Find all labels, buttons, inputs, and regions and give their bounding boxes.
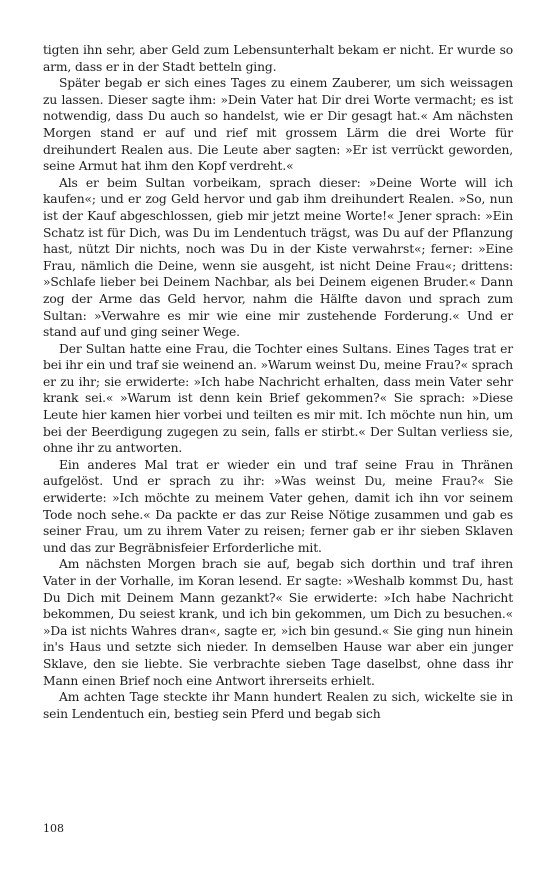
page-number: 108 — [43, 822, 64, 835]
paragraph-6: Am nächsten Morgen brach sie auf, begab sich dorthin und traf ihren Vater in der Vorhalle, im Koran lesend. Er sagte: »Weshalb kommst Du, hast Du Dich mit Deinem Mann gezankt?« Sie erwiderte: »Ich habe Nachricht bekommen, Du seiest krank, und ich bin gekommen, um Dich zu besuchen.« »Da ist nichts Wahres dran«, sagte er, »ich bin gesund.« Sie ging nun hinein in's Haus und setzte sich nieder. In demselben Hause war aber ein junger Sklave, den sie liebte. Sie verbrachte sieben Tage daselbst, ohne dass ihr Mann einen Brief noch eine Antwort ihrerseits erhielt. — [43, 557, 513, 688]
page-body — [43, 42, 513, 722]
paragraph-5: Ein anderes Mal trat er wieder ein und traf seine Frau in Thränen aufgelöst. Und er sprach zu ihr: »Was weinst Du, meine Frau?« Sie erwiderte: »Ich möchte zu meinem Vater gehen, damit ich ihn vor seinem Tode noch sehe.« Da packte er das zur Reise Nötige zusammen und gab es seiner Frau, um zu ihrem Vater zu reisen; ferner gab er ihr sieben Sklaven und das zur Begräbnisfeier Erforderliche mit. — [43, 457, 513, 555]
paragraph-1: tigten ihn sehr, aber Geld zum Lebensunterhalt bekam er nicht. Er wurde so arm, dass er in der Stadt betteln ging. — [43, 43, 513, 74]
paragraph-7: Am achten Tage steckte ihr Mann hundert Realen zu sich, wickelte sie in sein Lendentuch ein, bestieg sein Pferd und begab sich — [43, 690, 513, 721]
paragraph-4: Der Sultan hatte eine Frau, die Tochter eines Sultans. Eines Tages trat er bei ihr ein und traf sie weinend an. »Warum weinst Du, meine Frau?« sprach er zu ihr; sie erwiderte: »Ich habe Nachricht erhalten, dass mein Vater sehr krank sei.« »Warum ist denn kein Brief gekommen?« Sie sprach: »Diese Leute hier kamen hier vorbei und teilten es mir mit. Ich möchte nun hin, um bei der Beerdigung zugegen zu sein, falls er stirbt.« Der Sultan verliess sie, ohne ihr zu antworten. — [43, 341, 513, 456]
paragraph-3: Als er beim Sultan vorbeikam, sprach dieser: »Deine Worte will ich kaufen«; und er zog Geld hervor und gab ihm dreihundert Realen. »So, nun ist der Kauf abgeschlossen, gieb mir jetzt meine Worte!« Jener sprach: »Ein Schatz ist für Dich, was Du im Lendentuch trägst, was Du auf der Pflanzung hast, nützt Dir nichts, noch was Du in der Kiste verwahrst«; ferner: »Eine Frau, nämlich die Deine, wenn sie ausgeht, ist nicht Deine Frau«; drittens: »Schlafe lieber bei Deinem Nachbar, als bei Deinem eigenen Bruder.« Dann zog der Arme das Geld hervor, nahm die Hälfte davon und sprach zum Sultan: »Verwahre es mir wie eine mir zustehende Forderung.« Und er stand auf und ging seiner Wege. — [43, 175, 513, 340]
paragraph-2: Später begab er sich eines Tages zu einem Zauberer, um sich weissagen zu lassen. Dieser sagte ihm: »Dein Vater hat Dir drei Worte vermacht; es ist notwendig, dass Du auch so handelst, wie er Dir gesagt hat.« Am nächsten Morgen stand er auf und rief mit grossem Lärm die drei Worte für dreihundert Realen aus. Die Leute aber sagten: »Er ist verrückt geworden, seine Armut hat ihm den Kopf verdreht.« — [43, 76, 513, 174]
